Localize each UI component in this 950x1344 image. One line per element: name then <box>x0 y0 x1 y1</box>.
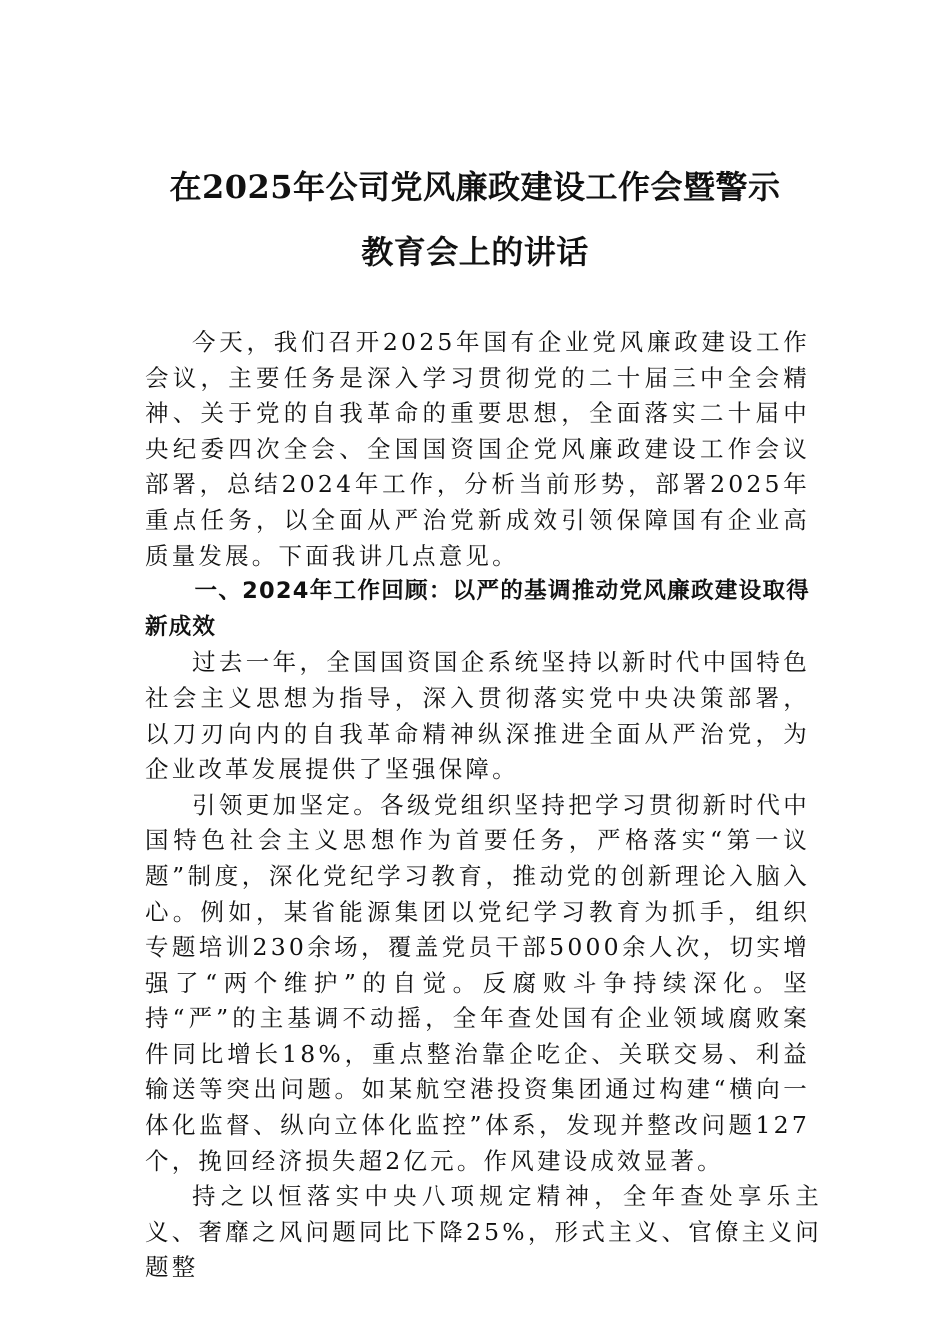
title-line-1: 在2025年公司党风廉政建设工作会暨警示 <box>169 168 781 206</box>
intro-paragraph: 今天，我们召开2025年国有企业党风廉政建设工作会议，主要任务是深入学习贯彻党的二十届三中全会精神、关于党的自我革命的重要思想，全面落实二十届中央纪委四次全会、全国国资国企党风廉政建设工作会议部署，总结2024年工作，分析当前形势，部署2025年重点任务，以全面从严治党新成效引领保障国有企业高质量发展。下面我讲几点意见。 <box>145 328 810 570</box>
achievements-paragraph: 引领更加坚定。各级党组织坚持把学习贯彻新时代中国特色社会主义思想作为首要任务，严格落实“第一议题”制度，深化党纪学习教育，推动党的创新理论入脑入心。例如，某省能源集团以党纪学习教育为抓手，组织专题培训230余场，覆盖党员干部5000余人次，切实增强了“两个维护”的自觉。反腐败斗争持续深化。坚持“严”的主基调不动摇，全年查处国有企业领域腐败案件同比增长18%，重点整治靠企吃企、关联交易、利益输送等突出问题。如某航空港投资集团通过构建“横向一体化监督、纵向立体化监控”体系，发现并整改问题127个，挽回经济损失超2亿元。作风建设成效显著。 <box>145 790 810 1175</box>
document-title <box>120 155 830 285</box>
title-line-2: 教育会上的讲话 <box>361 233 589 271</box>
section-heading-1: 一、2024年工作回顾：以严的基调推动党风廉政建设取得新成效 <box>145 578 810 640</box>
review-paragraph: 过去一年，全国国资国企系统坚持以新时代中国特色社会主义思想为指导，深入贯彻落实党中央决策部署，以刀刃向内的自我革命精神纵深推进全面从严治党，为企业改革发展提供了坚强保障。 <box>145 648 810 784</box>
document-body <box>145 325 822 1286</box>
style-paragraph: 持之以恒落实中央八项规定精神，全年查处享乐主义、奢靡之风问题同比下降25%，形式主义、官僚主义问题整 <box>145 1182 822 1282</box>
